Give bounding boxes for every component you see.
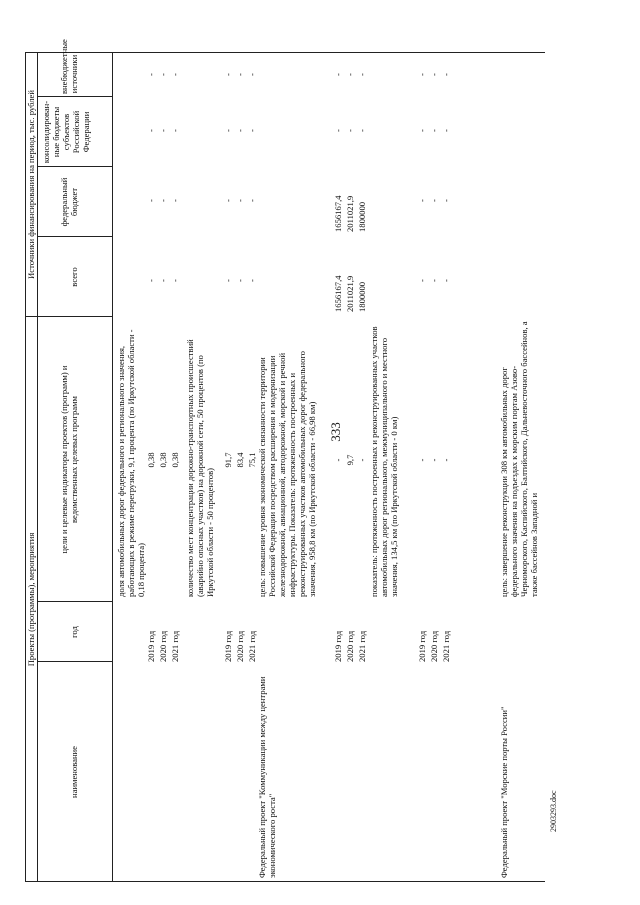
- year-cell: 2019 год: [333, 630, 343, 662]
- extra-value: -: [235, 73, 245, 76]
- indicator-value: 0,38: [170, 452, 180, 468]
- indicator-value: 9,7: [345, 454, 355, 466]
- total-value: 2011021,9: [345, 275, 355, 312]
- year-cell: 2019 год: [223, 630, 233, 662]
- total-value: -: [146, 279, 156, 282]
- regional-value: -: [146, 129, 156, 132]
- indicator-text: показатель: протяженность построенных и реконструированных участков автомобильных дорог регионального, межмуниципального и местного значения, 134,5 км (по Иркутской области - 0 км): [369, 326, 399, 597]
- year-cell: 2019 год: [417, 630, 427, 662]
- col-divider: [37, 96, 112, 97]
- total-value: -: [429, 279, 439, 282]
- indicator-value: -: [441, 458, 451, 462]
- project-goal: цель: повышение уровня экономической связанности территории Российской Федерации посредством расширения и модернизации железнодорожной, авиационной, автодорожной, морской и речной инфраструктуры. Показатель: протяженность построенных и реконструированных участков автомобильных дорог федерального значения, 958,8 км (по Иркутской области - 66,98 км): [257, 351, 317, 597]
- year-cell: 2021 год: [247, 630, 257, 662]
- group-header-financing: Источники финансирования на период, тыс. рублей: [26, 90, 36, 279]
- regional-value: -: [441, 129, 451, 132]
- federal-value: -: [170, 199, 180, 202]
- federal-value: -: [417, 199, 427, 202]
- col-divider: [37, 166, 112, 167]
- indicator-value: -: [429, 458, 439, 462]
- col-header-regional: консолидирован-ные бюджеты субъектов Российской Федерации: [41, 100, 91, 164]
- page-number: 333: [328, 422, 343, 442]
- year-cell: 2020 год: [345, 630, 355, 662]
- regional-value: -: [357, 129, 367, 132]
- regional-value: -: [429, 129, 439, 132]
- federal-value: -: [158, 199, 168, 202]
- header-bottom-line: [112, 52, 113, 882]
- total-value: -: [247, 279, 257, 282]
- extra-value: -: [223, 73, 233, 76]
- regional-value: -: [345, 129, 355, 132]
- regional-value: -: [158, 129, 168, 132]
- year-cell: 2021 год: [170, 630, 180, 662]
- col-header-extra: внебюджетные источники: [59, 39, 79, 94]
- extra-value: -: [357, 73, 367, 76]
- extra-value: -: [429, 73, 439, 76]
- year-cell: 2020 год: [429, 630, 439, 662]
- project-name: Федеральный проект "Морские порты России": [499, 706, 509, 878]
- indicator-value: 75,1: [247, 452, 257, 468]
- regional-value: -: [223, 129, 233, 132]
- total-value: -: [158, 279, 168, 282]
- table-border-right: [25, 52, 545, 53]
- total-value: -: [417, 279, 427, 282]
- regional-value: -: [170, 129, 180, 132]
- total-value: -: [441, 279, 451, 282]
- year-cell: 2021 год: [441, 630, 451, 662]
- col-header-federal: федеральный бюджет: [59, 177, 79, 227]
- extra-value: -: [417, 73, 427, 76]
- regional-value: -: [333, 129, 343, 132]
- extra-value: -: [333, 73, 343, 76]
- extra-value: -: [345, 73, 355, 76]
- federal-value: 1800000: [357, 201, 367, 232]
- federal-value: -: [146, 199, 156, 202]
- federal-value: -: [235, 199, 245, 202]
- indicator-value: 0,38: [146, 452, 156, 468]
- project-name: Федеральный проект "Коммуникации между центрами экономического роста": [257, 676, 277, 878]
- rotated-table: [25, 39, 545, 882]
- extra-value: -: [441, 73, 451, 76]
- indicator-value: -: [333, 458, 343, 462]
- col-header-year: год: [69, 626, 79, 638]
- indicator-value: -: [357, 458, 367, 462]
- extra-value: -: [146, 73, 156, 76]
- indicator-value: 83,4: [235, 452, 245, 468]
- col-header-goals: цели и целевые индикаторы проектов (программ) и ведомственных целевых программ: [59, 365, 79, 554]
- indicator-text: количество мест концентрации дорожно-транспортных происшествий (аварийно опасных участков) на дорожной сети, 50 процентов (по Иркутской области - 50 процентов): [185, 339, 215, 597]
- regional-value: -: [247, 129, 257, 132]
- group-header-projects: Проекты (программы), мероприятия: [26, 532, 36, 667]
- total-value: 1656167,4: [333, 275, 343, 312]
- federal-value: 1656167,4: [333, 195, 343, 232]
- federal-value: 2011021,9: [345, 195, 355, 232]
- year-cell: 2021 год: [357, 630, 367, 662]
- year-cell: 2019 год: [146, 630, 156, 662]
- total-value: -: [223, 279, 233, 282]
- extra-value: -: [170, 73, 180, 76]
- federal-value: -: [223, 199, 233, 202]
- total-value: -: [235, 279, 245, 282]
- year-cell: 2020 год: [158, 630, 168, 662]
- table-border-left: [25, 881, 545, 882]
- group-header-line: [37, 52, 38, 882]
- year-cell: 2020 год: [235, 630, 245, 662]
- col-header-name: наименование: [69, 746, 79, 798]
- indicator-value: 0,38: [158, 452, 168, 468]
- col-header-total: всего: [69, 267, 79, 287]
- extra-value: -: [247, 73, 257, 76]
- indicator-value: 91,7: [223, 452, 233, 468]
- project-goal: цель: завершение реконструкции 308 км автомобильных дорог федерального значения на подъездах к морским портам Азово-Черноморского, Каспийского, Балтийского, Дальневосточного бассейнов, а также бассейнов Западной и: [499, 321, 539, 597]
- indicator-value: -: [417, 458, 427, 462]
- federal-value: -: [429, 199, 439, 202]
- extra-value: -: [158, 73, 168, 76]
- footer-filename: 2903293.doc: [549, 790, 558, 832]
- indicator-text: доля автомобильных дорог федерального и регионального значения, работающих в режиме перегрузки, 9,1 процента (по Иркутской области - 0,18 процента): [116, 329, 146, 597]
- regional-value: -: [235, 129, 245, 132]
- federal-value: -: [247, 199, 257, 202]
- total-value: 1800000: [357, 281, 367, 312]
- federal-value: -: [441, 199, 451, 202]
- regional-value: -: [417, 129, 427, 132]
- total-value: -: [170, 279, 180, 282]
